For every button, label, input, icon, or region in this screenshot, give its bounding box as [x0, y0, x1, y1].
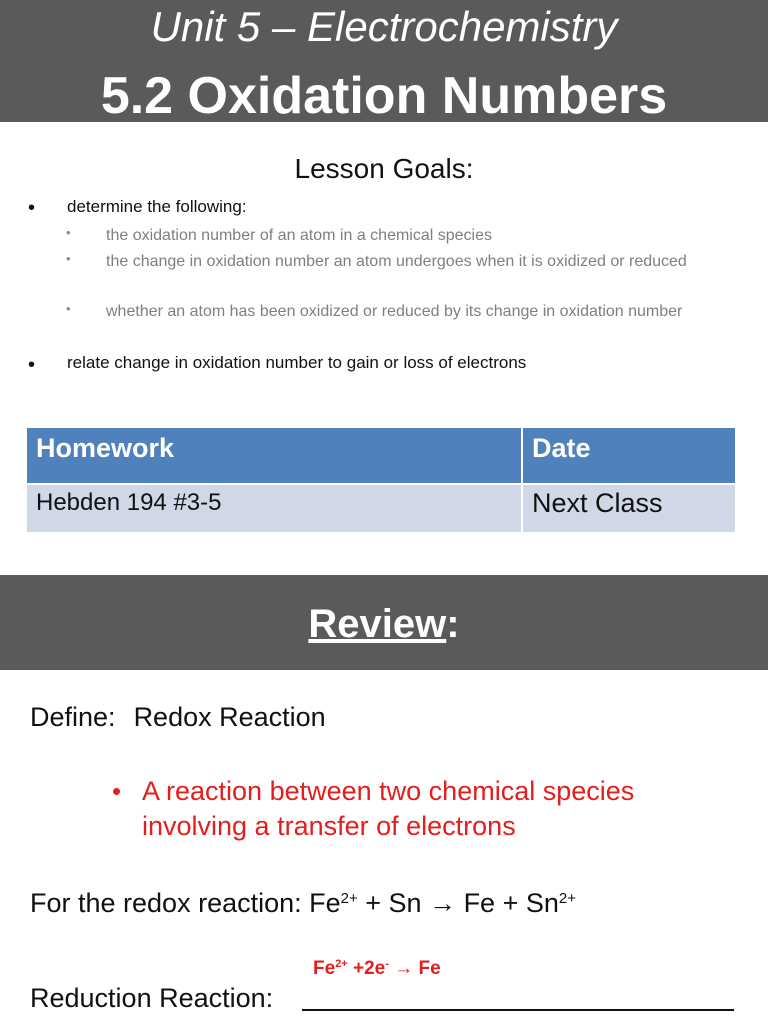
date-cell: Next Class: [523, 485, 735, 532]
homework-header: Homework: [27, 428, 521, 483]
subgoal-item: the change in oxidation number an atom undergoes when it is oxidized or reduced: [106, 253, 687, 270]
goals-heading: Lesson Goals:: [294, 153, 474, 184]
goal-item: relate change in oxidation number to gain or loss of electrons: [67, 353, 527, 372]
define-line: [30, 700, 326, 734]
subgoal-bullet: •: [66, 301, 71, 316]
reduction-label: Reduction Reaction:: [30, 983, 274, 1013]
redox-equation: [30, 886, 576, 920]
define-label: Define:: [30, 702, 116, 732]
review-title-colon: :: [446, 602, 460, 646]
answer-fe-charge: 2+: [335, 958, 348, 970]
goal-bullet: •: [28, 354, 36, 376]
lesson-title: 5.2 Oxidation Numbers: [100, 67, 668, 125]
answer-fe: Fe: [313, 958, 336, 979]
date-header: Date: [523, 428, 735, 483]
unit-title: Unit 5 – Electrochemistry: [150, 3, 618, 50]
subgoal-item: the oxidation number of an atom in a chemical species: [106, 227, 492, 244]
sn-charge: 2+: [558, 890, 576, 907]
answer-electrons: +2e: [347, 958, 386, 979]
slide2-header: [0, 575, 768, 670]
answer-rest: → Fe: [388, 958, 441, 979]
goal-bullet: •: [28, 197, 36, 219]
definition-text: A reaction between two chemical species involving a transfer of electrons: [142, 776, 635, 841]
definition-bullet: •: [112, 776, 122, 806]
homework-cell: Hebden 194 #3-5: [27, 485, 521, 532]
reduction-answer: [313, 956, 441, 982]
subgoal-item: whether an atom has been oxidized or reduced by its change in oxidation number: [106, 303, 683, 320]
subgoal-bullet: •: [66, 225, 71, 240]
homework-table: [27, 428, 735, 532]
fe-charge: 2+: [340, 890, 358, 907]
define-term: Redox Reaction: [133, 702, 326, 732]
subgoal-bullet: •: [66, 251, 71, 266]
answer-blank-line: [302, 1009, 734, 1011]
answer-e-charge: -: [385, 958, 389, 970]
review-title-text: Review: [308, 602, 447, 646]
equation-middle: + Sn → Fe + Sn: [357, 888, 559, 918]
review-title: [0, 599, 768, 649]
equation-prefix: For the redox reaction: Fe: [30, 888, 341, 918]
slide1-header: [0, 0, 768, 125]
goal-item: determine the following:: [67, 197, 247, 216]
